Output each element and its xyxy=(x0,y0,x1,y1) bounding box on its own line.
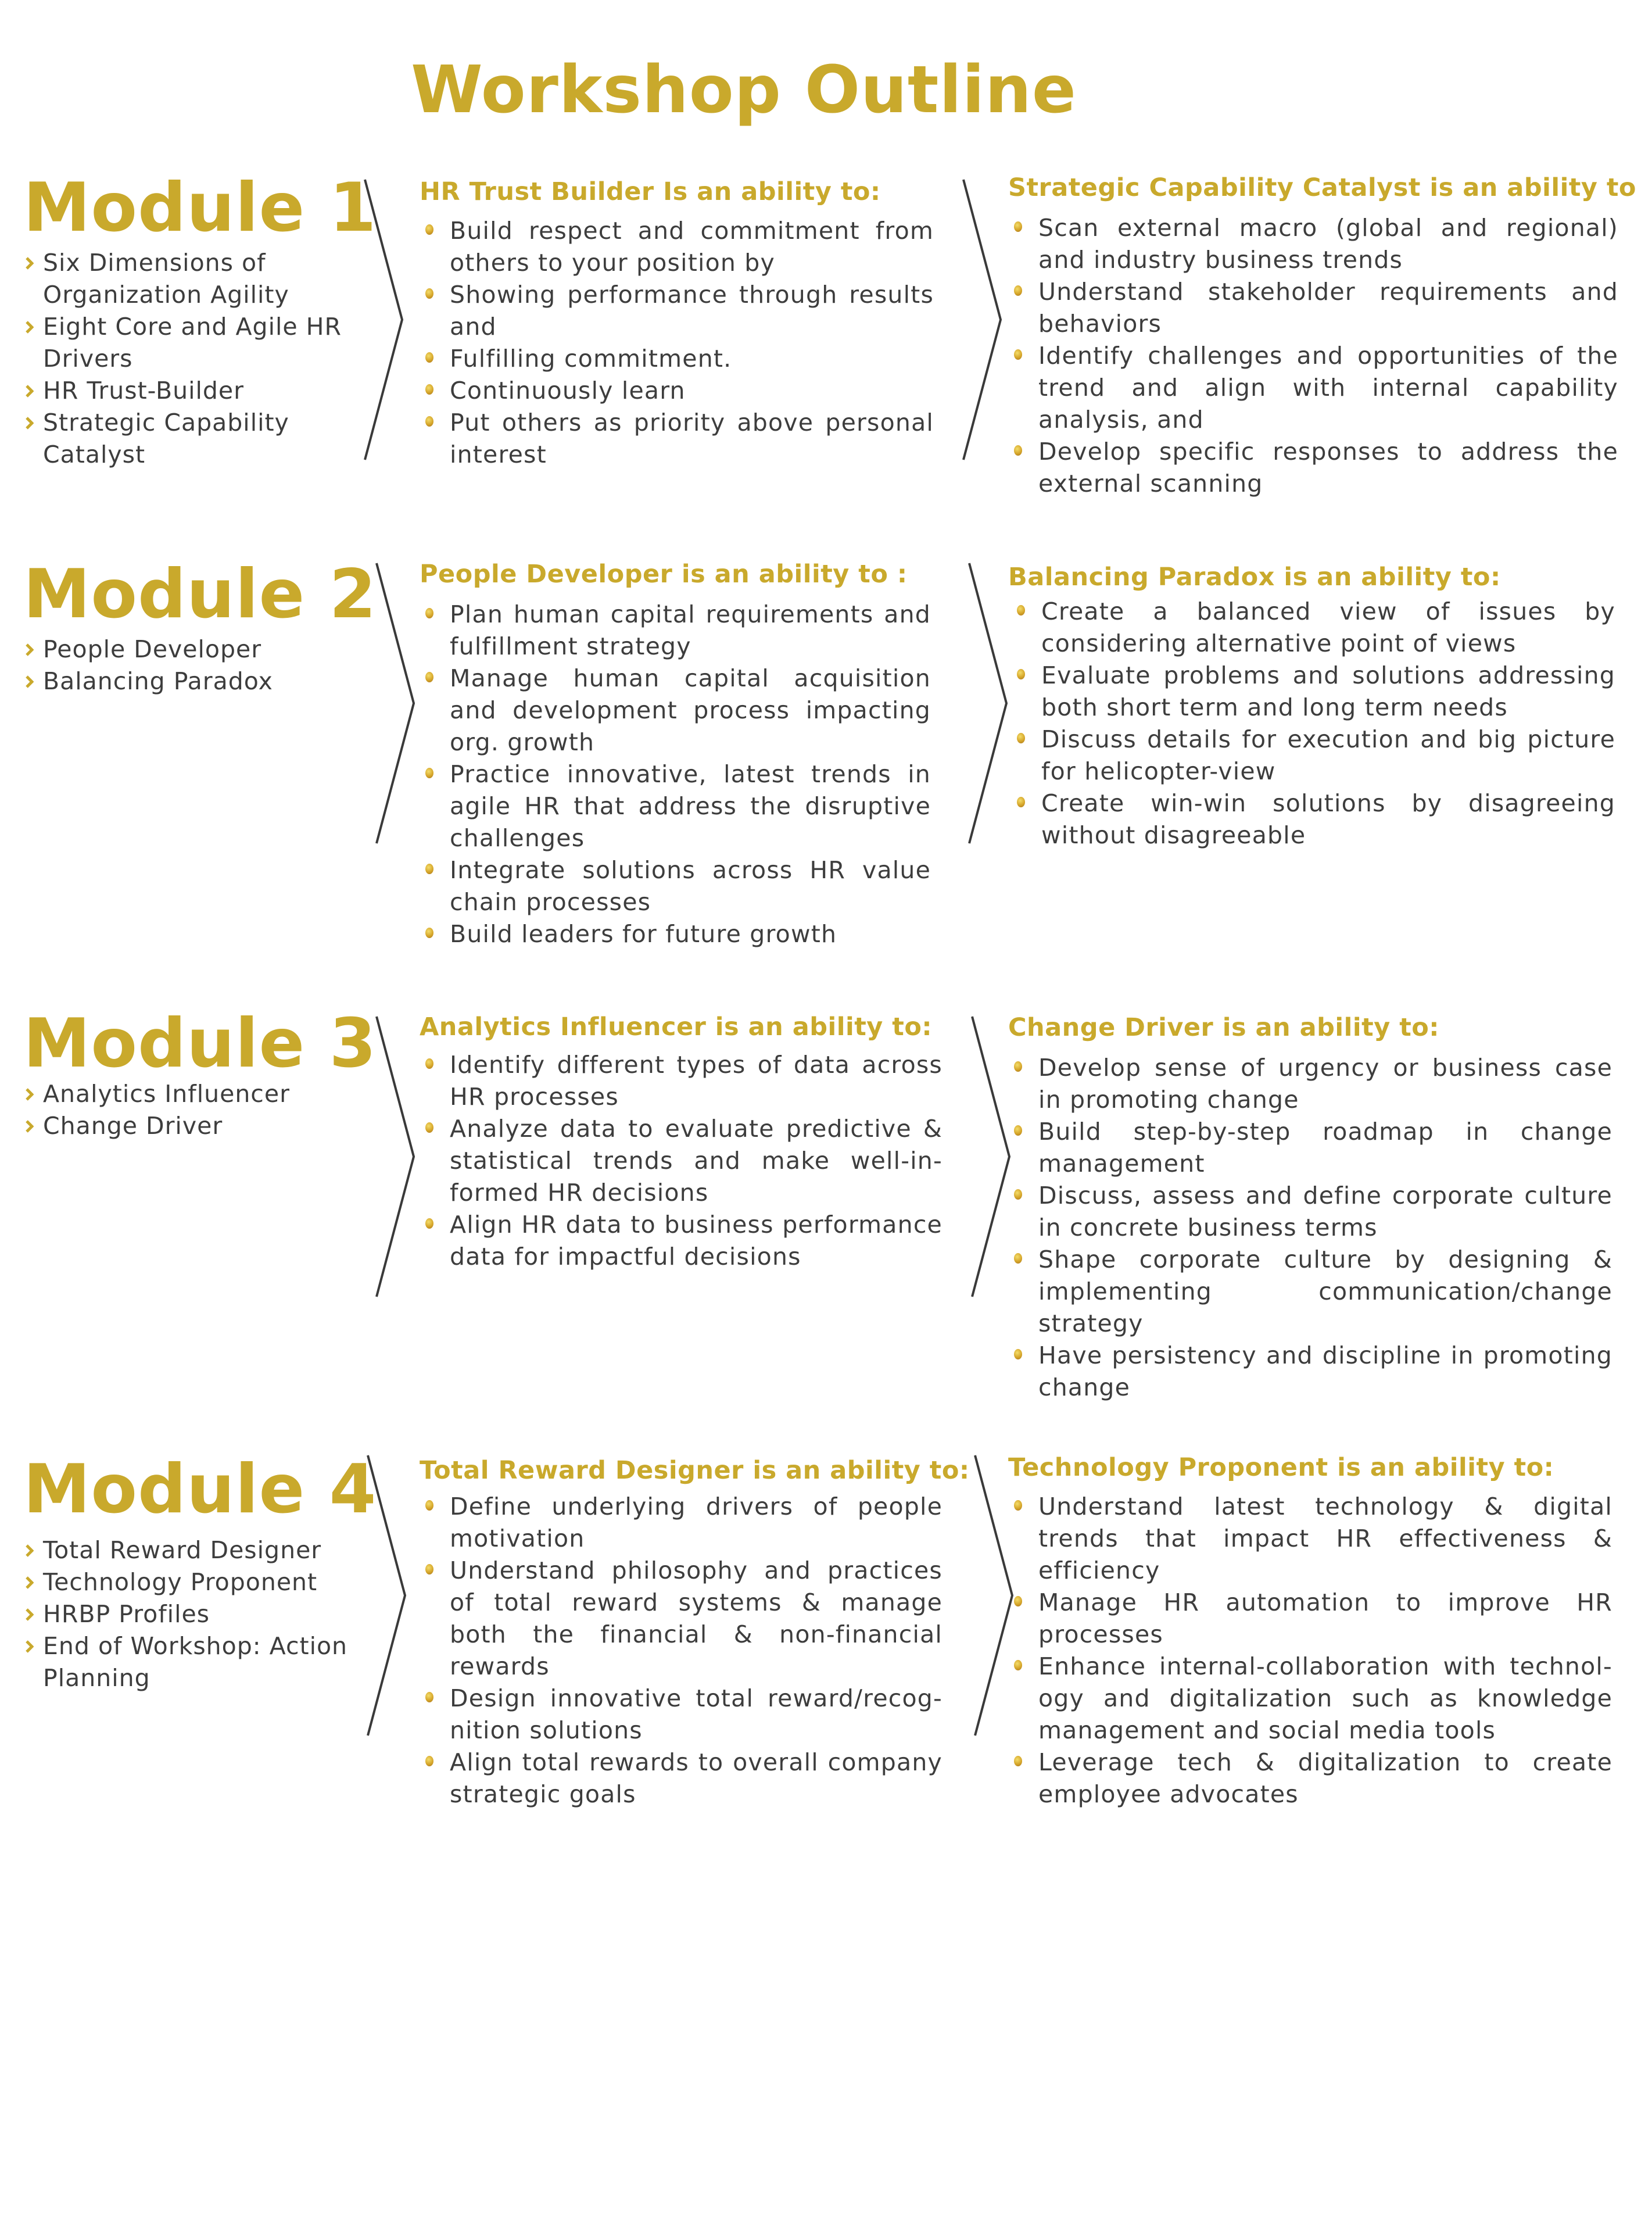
module-2-ability-2-list xyxy=(1011,596,1615,851)
module-4-ability-1-heading: Total Reward Designer is an ability to: xyxy=(420,1456,970,1485)
divider-chevron xyxy=(372,1014,418,1299)
topic-label: End of Workshop: Action Planning xyxy=(43,1632,348,1692)
bullet-icon xyxy=(1014,221,1022,232)
topic-item xyxy=(26,634,363,665)
topic-item xyxy=(26,1630,363,1694)
bullet-icon xyxy=(1014,1596,1022,1606)
module-3-ability-1-heading: Analytics Influencer is an ability to: xyxy=(420,1012,933,1042)
module-2-topics xyxy=(26,634,363,697)
topic-item xyxy=(26,665,363,697)
bullet-icon xyxy=(1017,733,1025,743)
module-3-topics xyxy=(26,1078,363,1142)
bullet-icon xyxy=(1014,1660,1022,1670)
list-item: Build respect and commitment from others to your position by xyxy=(420,215,934,279)
topic-label: Six Dimensions of Organization Agility xyxy=(43,249,289,309)
module-1-ability-1-list xyxy=(420,215,934,471)
divider-chevron xyxy=(363,1453,410,1738)
module-2-ability-1-heading: People Developer is an ability to : xyxy=(420,560,908,589)
bullet-icon xyxy=(1014,1349,1022,1359)
list-item: Analyze data to evaluate predictive & statistical trends and make well-in-formed HR decisions xyxy=(420,1113,943,1209)
page-title: Workshop Outline xyxy=(411,52,1077,128)
list-item: Discuss, assess and define corporate culture in concrete business terms xyxy=(1008,1180,1612,1244)
bullet-icon xyxy=(425,1500,433,1511)
list-item: Manage HR automation to improve HR processes xyxy=(1008,1587,1612,1651)
bullet-icon xyxy=(1014,1125,1022,1136)
list-item: Identify challenges and opportunities of the trend and align with internal capability analysis, and xyxy=(1008,340,1618,436)
divider-chevron xyxy=(959,177,1005,462)
module-4-ability-2-list xyxy=(1008,1491,1612,1810)
list-item: Identify different types of data across HR processes xyxy=(420,1049,943,1113)
bullet-icon xyxy=(425,1564,433,1575)
chevron-right-icon xyxy=(26,385,34,398)
module-3-title: Module 3 xyxy=(23,1004,377,1083)
bullet-icon xyxy=(425,768,433,778)
list-item: Develop sense of urgency or business case in promoting change xyxy=(1008,1052,1612,1116)
list-item: Design innovative total reward/recog-nition solutions xyxy=(420,1683,943,1747)
divider-chevron xyxy=(360,177,407,462)
list-item: Have persistency and discipline in promoting change xyxy=(1008,1340,1612,1404)
bullet-icon xyxy=(425,1218,433,1229)
topic-item xyxy=(26,311,351,375)
module-2-title: Module 2 xyxy=(23,555,377,634)
list-item: Build leaders for future growth xyxy=(420,918,931,950)
bullet-icon xyxy=(425,864,433,874)
bullet-icon xyxy=(1014,1061,1022,1072)
list-item: Understand latest technology & digital trends that impact HR effectiveness & efficiency xyxy=(1008,1491,1612,1587)
bullet-icon xyxy=(1014,285,1022,296)
list-item: Develop specific responses to address the external scanning xyxy=(1008,436,1618,500)
bullet-icon xyxy=(425,672,433,682)
chevron-right-icon xyxy=(26,675,34,688)
topic-label: Balancing Paradox xyxy=(43,667,273,695)
list-item: Shape corporate culture by designing & implementing communication/change strategy xyxy=(1008,1244,1612,1340)
list-item: Practice innovative, latest trends in agile HR that address the disruptive challenges xyxy=(420,758,931,854)
module-1-ability-1-heading: HR Trust Builder Is an ability to: xyxy=(420,177,881,206)
list-item: Continuously learn xyxy=(420,375,934,407)
list-item: Understand stakeholder requirements and behaviors xyxy=(1008,276,1618,340)
topic-label: Analytics Influencer xyxy=(43,1080,290,1108)
topic-label: HRBP Profiles xyxy=(43,1600,210,1628)
module-3-ability-2-heading: Change Driver is an ability to: xyxy=(1008,1013,1439,1042)
bullet-icon xyxy=(1014,1189,1022,1200)
bullet-icon xyxy=(1014,445,1022,456)
topic-item xyxy=(26,375,351,407)
bullet-icon xyxy=(425,1756,433,1766)
module-3-ability-2-list xyxy=(1008,1052,1612,1404)
list-item: Put others as priority above personal interest xyxy=(420,407,934,471)
module-1-title: Module 1 xyxy=(23,169,377,247)
bullet-icon xyxy=(425,1692,433,1702)
module-4-ability-2-heading: Technology Proponent is an ability to: xyxy=(1008,1453,1554,1482)
divider-chevron xyxy=(967,1014,1014,1299)
module-2-ability-1-list xyxy=(420,599,931,950)
list-item: Evaluate problems and solutions addressing both short term and long term needs xyxy=(1011,660,1615,724)
chevron-right-icon xyxy=(26,1088,34,1101)
list-item: Enhance internal-collaboration with technol-ogy and digitalization such as knowledge management and social media tools xyxy=(1008,1651,1612,1747)
bullet-icon xyxy=(1017,797,1025,807)
chevron-right-icon xyxy=(26,417,34,430)
list-item: Create win-win solutions by disagreeing without disagreeable xyxy=(1011,788,1615,851)
divider-chevron xyxy=(965,561,1011,846)
topic-item xyxy=(26,1566,363,1598)
topic-label: HR Trust-Builder xyxy=(43,377,244,405)
topic-item xyxy=(26,1110,363,1142)
module-3-ability-1-list xyxy=(420,1049,943,1273)
list-item: Define underlying drivers of people motivation xyxy=(420,1491,943,1555)
bullet-icon xyxy=(425,352,433,363)
list-item: Align total rewards to overall company strategic goals xyxy=(420,1747,943,1810)
bullet-icon xyxy=(425,384,433,395)
bullet-icon xyxy=(425,608,433,618)
bullet-icon xyxy=(1017,605,1025,616)
bullet-icon xyxy=(425,928,433,938)
list-item: Plan human capital requirements and fulfillment strategy xyxy=(420,599,931,663)
bullet-icon xyxy=(425,1122,433,1133)
chevron-right-icon xyxy=(26,1120,34,1133)
list-item: Understand philosophy and practices of total reward systems & manage both the financial & non-financial rewards xyxy=(420,1555,943,1683)
list-item: Discuss details for execution and big picture for helicopter-view xyxy=(1011,724,1615,788)
chevron-right-icon xyxy=(26,1640,34,1653)
topic-label: Eight Core and Agile HR Drivers xyxy=(43,313,342,373)
bullet-icon xyxy=(1014,1756,1022,1766)
list-item: Leverage tech & digitalization to create employee advocates xyxy=(1008,1747,1612,1810)
topic-item xyxy=(26,1534,363,1566)
list-item: Manage human capital acquisition and development process impacting org. growth xyxy=(420,663,931,758)
list-item: Scan external macro (global and regional) and industry business trends xyxy=(1008,212,1618,276)
bullet-icon xyxy=(1014,349,1022,360)
list-item: Align HR data to business performance data for impactful decisions xyxy=(420,1209,943,1273)
topic-item xyxy=(26,1078,363,1110)
topic-item xyxy=(26,407,351,471)
list-item: Create a balanced view of issues by considering alternative point of views xyxy=(1011,596,1615,660)
module-4-title: Module 4 xyxy=(23,1450,377,1529)
module-1-ability-2-list xyxy=(1008,212,1618,500)
module-4-ability-1-list xyxy=(420,1491,943,1810)
topic-label: Total Reward Designer xyxy=(43,1536,322,1564)
topic-label: Change Driver xyxy=(43,1112,223,1140)
bullet-icon xyxy=(1017,669,1025,679)
chevron-right-icon xyxy=(26,321,34,334)
chevron-right-icon xyxy=(26,643,34,656)
bullet-icon xyxy=(425,1058,433,1069)
list-item: Showing performance through results and xyxy=(420,279,934,343)
topic-item xyxy=(26,247,351,311)
list-item: Fulfilling commitment. xyxy=(420,343,934,375)
topic-label: People Developer xyxy=(43,635,262,663)
topic-label: Strategic Capability Catalyst xyxy=(43,409,289,468)
divider-chevron xyxy=(372,561,418,846)
bullet-icon xyxy=(1014,1253,1022,1264)
module-4-topics xyxy=(26,1534,363,1694)
module-2-ability-2-heading: Balancing Paradox is an ability to: xyxy=(1008,563,1501,592)
module-1-ability-2-heading: Strategic Capability Catalyst is an ability to xyxy=(1008,173,1636,202)
topic-label: Technology Proponent xyxy=(43,1568,318,1596)
topic-item xyxy=(26,1598,363,1630)
bullet-icon xyxy=(425,224,433,235)
bullet-icon xyxy=(425,288,433,299)
module-1-topics xyxy=(26,247,351,471)
chevron-right-icon xyxy=(26,257,34,270)
chevron-right-icon xyxy=(26,1544,34,1557)
bullet-icon xyxy=(1014,1500,1022,1511)
chevron-right-icon xyxy=(26,1576,34,1589)
chevron-right-icon xyxy=(26,1608,34,1621)
list-item: Build step-by-step roadmap in change management xyxy=(1008,1116,1612,1180)
list-item: Integrate solutions across HR value chain processes xyxy=(420,854,931,918)
bullet-icon xyxy=(425,416,433,427)
